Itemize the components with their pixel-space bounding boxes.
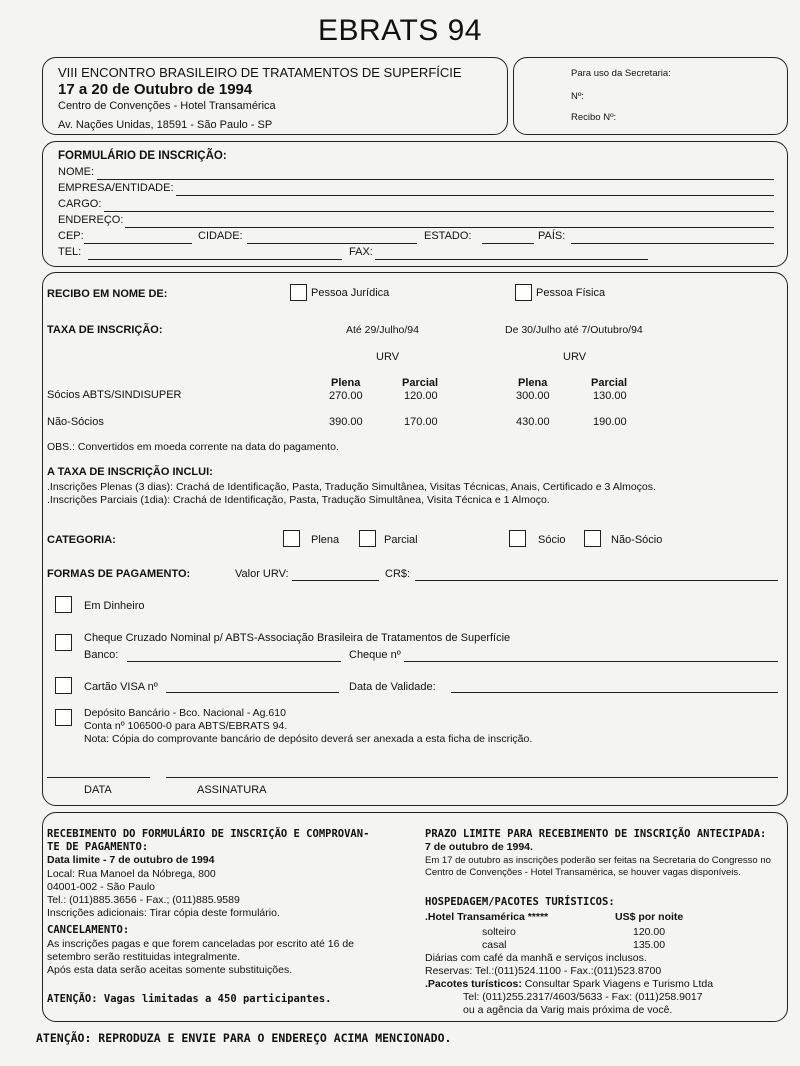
pessoa-fisica-checkbox[interactable] xyxy=(515,284,532,301)
empresa-field[interactable] xyxy=(176,195,774,196)
cat-nao-socio-checkbox[interactable] xyxy=(584,530,601,547)
formas-label: FORMAS DE PAGAMENTO: xyxy=(47,568,191,580)
fax-label: FAX: xyxy=(349,246,373,258)
pais-field[interactable] xyxy=(571,243,774,244)
urv-1: URV xyxy=(376,351,400,363)
visa-label: Cartão VISA nº xyxy=(84,681,158,693)
hospedagem-heading: HOSPEDAGEM/PACOTES TURÍSTICOS: xyxy=(425,896,615,908)
cheque-checkbox[interactable] xyxy=(55,634,72,651)
period-2: De 30/Julho até 7/Outubro/94 xyxy=(505,324,643,336)
empresa-label: EMPRESA/ENTIDADE: xyxy=(58,182,174,194)
validade-field[interactable] xyxy=(451,692,778,693)
footer-notice: ATENÇÃO: REPRODUZA E ENVIE PARA O ENDEREÇO ACIMA MENCIONADO. xyxy=(36,1031,452,1045)
nome-label: NOME: xyxy=(58,166,95,178)
event-dates: 17 a 20 de Outubro de 1994 xyxy=(58,81,253,98)
taxa-label: TAXA DE INSCRIÇÃO: xyxy=(47,324,163,336)
cancelamento-line-1: As inscrições pagas e que forem canceladas por escrito até 16 de xyxy=(47,938,355,950)
deposito-note: Nota: Cópia do comprovante bancário de depósito deverá ser anexada a esta ficha de inscrição. xyxy=(84,733,533,745)
cat-plena-checkbox[interactable] xyxy=(283,530,300,547)
cat-socio-label: Sócio xyxy=(538,534,566,546)
hotel-name: .Hotel Transamérica ***** xyxy=(425,911,549,923)
casal-price: 135.00 xyxy=(633,939,666,951)
pacotes-text: Consultar Spark Viagens e Turismo Ltda xyxy=(521,978,714,990)
validade-label: Data de Validade: xyxy=(349,681,436,693)
pacotes-label: .Pacotes turísticos: xyxy=(425,978,522,990)
banco-field[interactable] xyxy=(127,661,341,662)
col-parcial-2: Parcial xyxy=(591,377,628,389)
secretaria-numero: Nº: xyxy=(571,91,584,102)
data-field[interactable] xyxy=(47,777,150,778)
dinheiro-label: Em Dinheiro xyxy=(84,600,145,612)
row-socios-value: 120.00 xyxy=(404,390,438,402)
cheque-no-label: Cheque nº xyxy=(349,649,401,661)
event-venue: Centro de Convenções - Hotel Transamérica xyxy=(58,100,276,112)
prazo-line-1: Em 17 de outubro as inscrições poderão ser feitas na Secretaria do Congresso no xyxy=(425,855,771,866)
recebimento-heading-1: RECEBIMENTO DO FORMULÁRIO DE INSCRIÇÃO E COMPROVAN- xyxy=(47,828,370,840)
row-socios-value: 300.00 xyxy=(516,390,550,402)
inclui-parciais: .Inscrições Parciais (1dia): Crachá de Identificação, Pasta, Tradução Simultânea, Visita Técnica e 1 Almoço. xyxy=(47,494,550,506)
fax-field[interactable] xyxy=(375,259,648,260)
pais-label: PAÍS: xyxy=(538,230,566,242)
row-naosocios-value: 390.00 xyxy=(329,416,363,428)
us-por-noite: US$ por noite xyxy=(615,911,684,923)
row-naosocios-label: Não-Sócios xyxy=(47,416,104,428)
col-plena-1: Plena xyxy=(331,377,361,389)
pessoa-juridica-checkbox[interactable] xyxy=(290,284,307,301)
inclui-plenas: .Inscrições Plenas (3 dias): Crachá de Identificação, Pasta, Tradução Simultânea, Visitas Técnicas, Anais, Certificado e 3 Almoços. xyxy=(47,481,656,493)
cargo-field[interactable] xyxy=(104,211,774,212)
deposito-checkbox[interactable] xyxy=(55,709,72,726)
endereco-label: ENDEREÇO: xyxy=(58,214,124,226)
local-cep: 04001-002 - São Paulo xyxy=(47,881,155,893)
dinheiro-checkbox[interactable] xyxy=(55,596,72,613)
row-socios-value: 270.00 xyxy=(329,390,363,402)
col-parcial-1: Parcial xyxy=(402,377,439,389)
cat-parcial-checkbox[interactable] xyxy=(359,530,376,547)
event-name: VIII ENCONTRO BRASILEIRO DE TRATAMENTOS DE SUPERFÍCIE xyxy=(58,65,462,80)
estado-field[interactable] xyxy=(482,243,534,244)
form-heading: FORMULÁRIO DE INSCRIÇÃO: xyxy=(58,150,227,162)
assinatura-field[interactable] xyxy=(166,777,778,778)
solteiro-label: solteiro xyxy=(482,926,516,938)
solteiro-price: 120.00 xyxy=(633,926,666,938)
cat-parcial-label: Parcial xyxy=(384,534,418,546)
cep-label: CEP: xyxy=(58,230,84,242)
cancelamento-line-2: setembro serão restituidas integralmente. xyxy=(47,951,241,963)
row-naosocios-value: 170.00 xyxy=(404,416,438,428)
estado-label: ESTADO: xyxy=(424,230,472,242)
local-address: Local: Rua Manoel da Nóbrega, 800 xyxy=(47,868,216,880)
prazo-date: 7 de outubro de 1994. xyxy=(425,841,533,853)
deposito-line-1: Depósito Bancário - Bco. Nacional - Ag.610 xyxy=(84,707,286,719)
event-address: Av. Nações Unidas, 18591 - São Paulo - SP xyxy=(58,119,273,131)
obs-text: OBS.: Convertidos em moeda corrente na data do pagamento. xyxy=(47,441,339,453)
crs-field[interactable] xyxy=(415,580,778,581)
valor-urv-label: Valor URV: xyxy=(235,568,289,580)
data-limite: Data limite - 7 de outubro de 1994 xyxy=(47,854,215,866)
cidade-label: CIDADE: xyxy=(198,230,243,242)
reservas-text: Reservas: Tel.:(011)524.1100 - Fax.:(011)523.8700 xyxy=(425,965,662,977)
period-1: Até 29/Julho/94 xyxy=(346,324,419,336)
assinatura-label: ASSINATURA xyxy=(197,784,267,796)
pessoa-juridica-label: Pessoa Jurídica xyxy=(311,287,390,299)
local-telfax: Tel.: (011)885.3656 - Fax.; (011)885.9589 xyxy=(47,894,240,906)
valor-urv-field[interactable] xyxy=(292,580,379,581)
cidade-field[interactable] xyxy=(247,243,417,244)
cep-field[interactable] xyxy=(84,243,192,244)
prazo-line-2: Centro de Convenções - Hotel Transamérica, se houver vagas disponíveis. xyxy=(425,867,741,878)
visa-checkbox[interactable] xyxy=(55,677,72,694)
cat-socio-checkbox[interactable] xyxy=(509,530,526,547)
recibo-label: RECIBO EM NOME DE: xyxy=(47,288,168,300)
prazo-heading: PRAZO LIMITE PARA RECEBIMENTO DE INSCRIÇÃO ANTECIPADA: xyxy=(425,828,767,840)
page-title: EBRATS 94 xyxy=(317,14,482,47)
nome-field[interactable] xyxy=(97,179,774,180)
categoria-label: CATEGORIA: xyxy=(47,534,116,546)
pacotes-tel: Tel: (011)255.2317/4603/5633 - Fax: (011)258.9017 xyxy=(463,991,703,1003)
visa-field[interactable] xyxy=(166,692,339,693)
cat-nao-socio-label: Não-Sócio xyxy=(611,534,663,546)
tel-label: TEL: xyxy=(58,246,82,258)
banco-label: Banco: xyxy=(84,649,119,661)
urv-2: URV xyxy=(563,351,587,363)
row-socios-value: 130.00 xyxy=(593,390,627,402)
deposito-line-2: Conta nº 106500-0 para ABTS/EBRATS 94. xyxy=(84,720,288,732)
secretaria-label: Para uso da Secretaria: xyxy=(571,68,671,79)
inclui-heading: A TAXA DE INSCRIÇÃO INCLUI: xyxy=(47,466,213,478)
diarias-text: Diárias com café da manhã e serviços inclusos. xyxy=(425,952,647,964)
row-socios-label: Sócios ABTS/SINDISUPER xyxy=(47,389,182,401)
tel-field[interactable] xyxy=(88,259,342,260)
data-label: DATA xyxy=(84,784,112,796)
row-naosocios-value: 190.00 xyxy=(593,416,627,428)
atencao-vagas: ATENÇÃO: Vagas limitadas a 450 participantes. xyxy=(47,993,332,1005)
endereco-field[interactable] xyxy=(125,227,774,228)
secretaria-recibo: Recibo Nº: xyxy=(571,112,617,123)
cheque-no-field[interactable] xyxy=(404,661,778,662)
crs-label: CR$: xyxy=(385,568,411,580)
cancelamento-line-3: Após esta data serão aceitas somente substituições. xyxy=(47,964,293,976)
cargo-label: CARGO: xyxy=(58,198,102,210)
row-naosocios-value: 430.00 xyxy=(516,416,550,428)
pessoa-fisica-label: Pessoa Física xyxy=(536,287,606,299)
inscricoes-adicionais: Inscrições adicionais: Tirar cópia deste formulário. xyxy=(47,907,280,919)
pacotes-varig: ou a agência da Varig mais próxima de você. xyxy=(463,1004,673,1016)
recebimento-heading-2: TE DE PAGAMENTO: xyxy=(47,841,149,853)
cheque-label: Cheque Cruzado Nominal p/ ABTS-Associação Brasileira de Tratamentos de Superfície xyxy=(84,632,511,644)
pacotes-line xyxy=(425,978,713,990)
cat-plena-label: Plena xyxy=(311,534,340,546)
casal-label: casal xyxy=(482,939,507,951)
col-plena-2: Plena xyxy=(518,377,548,389)
cancelamento-heading: CANCELAMENTO: xyxy=(47,924,130,936)
